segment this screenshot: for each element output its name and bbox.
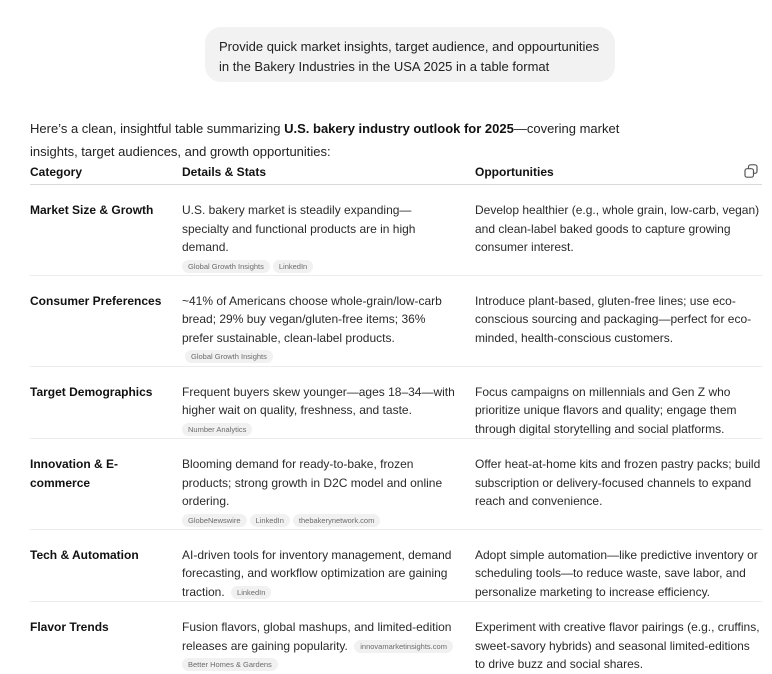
source-chips	[182, 511, 457, 529]
header-category: Category	[30, 160, 182, 185]
category-cell: Innovation & E-commerce	[30, 439, 182, 530]
opportunities-cell: Adopt simple automation—like predictive inventory or scheduling tools—to reduce waste, save labor, and personalize marketing to increase efficiency.	[475, 529, 762, 602]
header-opportunities: Opportunities	[475, 160, 762, 185]
source-chip[interactable]: Global Growth Insights	[185, 350, 273, 363]
details-text: Fusion flavors, global mashups, and limited-edition releases are gaining popularity.	[182, 620, 452, 653]
source-chip[interactable]: GlobeNewswire	[182, 514, 247, 527]
user-message-bubble	[205, 27, 615, 82]
category-cell: Market Size & Growth	[30, 185, 182, 276]
source-chip[interactable]: Number Analytics	[182, 423, 252, 436]
details-cell	[182, 529, 475, 602]
details-cell	[182, 602, 475, 674]
table-row	[30, 439, 762, 530]
category-cell: Consumer Preferences	[30, 275, 182, 366]
details-cell	[182, 366, 475, 439]
opportunities-cell: Develop healthier (e.g., whole grain, low-carb, vegan) and clean-label baked goods to capture growing consumer interest.	[475, 185, 762, 276]
details-text: ~41% of Americans choose whole-grain/low-carb bread; 29% buy vegan/gluten-free items; 36% prefer sustainable, clean-label products.	[182, 293, 442, 345]
assistant-intro	[30, 117, 630, 163]
details-cell	[182, 185, 475, 276]
table-row	[30, 366, 762, 439]
intro-text-bold: U.S. bakery industry outlook for 2025	[284, 121, 514, 136]
table-header-row	[30, 160, 762, 185]
source-chip[interactable]: LinkedIn	[250, 514, 290, 527]
source-chip[interactable]: LinkedIn	[231, 586, 271, 599]
category-cell: Flavor Trends	[30, 620, 109, 634]
table-row	[30, 275, 762, 366]
details-text: Frequent buyers skew younger—ages 18–34—with higher wait on quality, freshness, and taste.	[182, 384, 455, 417]
table-row	[30, 185, 762, 276]
opportunities-cell: Introduce plant-based, gluten-free lines; use eco-conscious sourcing and packaging—perfect for eco-minded, health-conscious customers.	[475, 275, 762, 366]
details-cell	[182, 439, 475, 530]
intro-text-after: —covering market insights, target audiences, and growth opportunities:	[30, 121, 620, 159]
details-text: U.S. bakery market is steadily expanding—specialty and functional products are in high demand.	[182, 203, 416, 254]
category-cell: Target Demographics	[30, 366, 182, 439]
details-text: Blooming demand for ready-to-bake, frozen products; strong growth in D2C model and online ordering.	[182, 457, 443, 508]
insights-table-container	[30, 160, 762, 674]
source-chip[interactable]: innovamarketinsights.com	[354, 640, 453, 653]
category-cell: Tech & Automation	[30, 529, 182, 602]
opportunities-cell: Offer heat-at-home kits and frozen pastry packs; build subscription or delivery-focused channels to expand reach and convenience.	[475, 439, 762, 530]
opportunities-cell: Experiment with creative flavor pairings (e.g., cruffins, sweet-savory hybrids) and seasonal limited-editions to drive buzz and social shares.	[475, 620, 760, 671]
source-chip[interactable]: Better Homes & Gardens	[182, 658, 278, 671]
user-message-text: Provide quick market insights, target audience, and oppourtunities in the Bakery Industries in the USA 2025 in a table format	[219, 39, 600, 74]
header-details: Details & Stats	[182, 160, 475, 185]
table-row	[30, 529, 762, 602]
source-chip[interactable]: LinkedIn	[273, 260, 313, 273]
copy-icon[interactable]	[744, 164, 758, 178]
intro-text-before: Here’s a clean, insightful table summarizing	[30, 121, 285, 136]
opportunities-cell: Focus campaigns on millennials and Gen Z who prioritize unique flavors and quality; engage them through digital storytelling and social platforms.	[475, 366, 762, 439]
details-cell	[182, 275, 475, 366]
insights-table	[30, 160, 762, 674]
source-chip[interactable]: Global Growth Insights	[182, 260, 270, 273]
source-chips	[182, 655, 457, 673]
source-chips	[182, 257, 457, 275]
source-chips	[182, 420, 457, 438]
details-text: AI-driven tools for inventory management, demand forecasting, and workflow optimization are gaining traction.	[182, 547, 452, 599]
table-row	[30, 602, 762, 674]
source-chip[interactable]: thebakerynetwork.com	[293, 514, 380, 527]
